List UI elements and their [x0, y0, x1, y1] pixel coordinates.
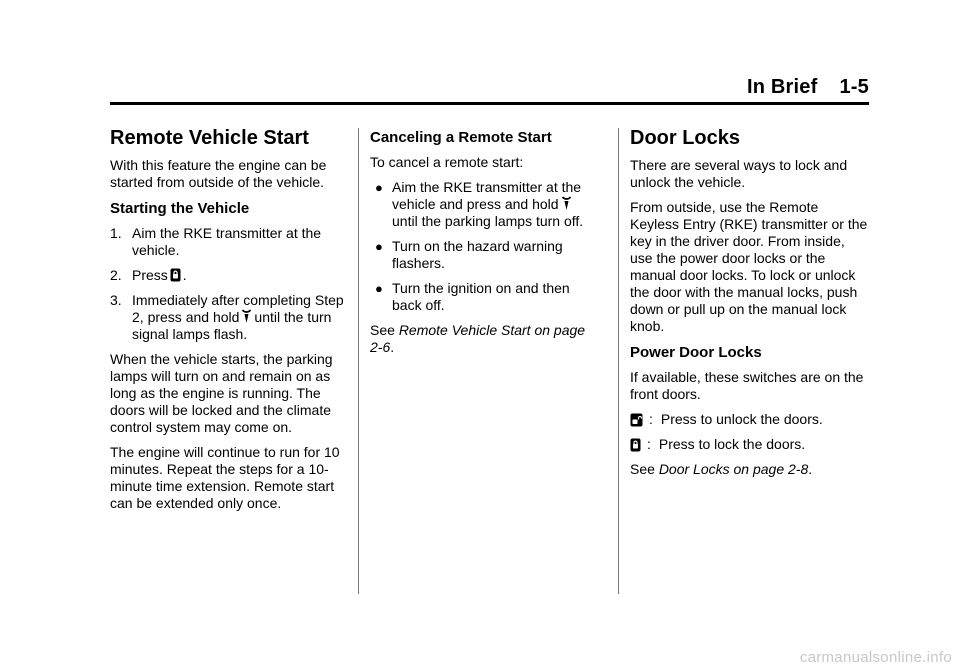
list-item: ● Turn the ignition on and then back off.	[375, 280, 570, 313]
watermark: carmanualsonline.info	[799, 649, 952, 666]
header-rule	[110, 102, 869, 105]
unlock-icon	[630, 413, 643, 427]
column-door-locks	[630, 126, 870, 486]
bullet: ●	[375, 281, 383, 296]
bullet: ●	[375, 180, 383, 195]
unlock-row: : Press to unlock the doors.	[630, 411, 870, 428]
list-item: ● Aim the RKE transmitter at the vehicle and press and holduntil the parking lamps turn off.	[375, 179, 584, 229]
section-title: In Brief	[746, 76, 818, 98]
steps-list	[110, 225, 346, 343]
list-item: ● Turn on the hazard warning flashers.	[375, 238, 563, 271]
subsection-heading: Power Door Locks	[630, 344, 762, 361]
paragraph: From outside, use the Remote Keyless Entry (RKE) transmitter or the key in the driver door. From inside, use the power door locks or the manual door locks. To lock or unlock the door with the manual locks, push down or pull up on the manual lock knob.	[630, 199, 868, 334]
column-divider	[618, 128, 619, 594]
list-item: 2. Press .	[110, 267, 187, 283]
column-canceling-remote-start	[370, 128, 596, 364]
section-heading: Canceling a Remote Start	[370, 129, 552, 146]
bullet-list	[370, 179, 596, 314]
cross-reference: See Door Locks on page 2-8.	[630, 461, 813, 477]
page-number: 1-5	[839, 76, 869, 98]
column-divider	[358, 128, 359, 594]
intro-paragraph: With this feature the engine can be started from outside of the vehicle.	[110, 157, 327, 190]
paragraph: When the vehicle starts, the parking lamps will turn on and remain on as long as the engine is running. The doors will be locked and the climate control system may come on.	[110, 351, 333, 435]
remote-start-icon	[561, 196, 572, 211]
intro-paragraph: To cancel a remote start:	[370, 154, 524, 170]
lock-icon	[170, 268, 181, 282]
lock-row: : Press to lock the doors.	[630, 436, 870, 453]
list-item: 1. Aim the RKE transmitter at the vehicle.	[110, 225, 322, 258]
section-heading: Door Locks	[630, 127, 741, 149]
column-remote-vehicle-start	[110, 126, 346, 520]
cross-reference: See Remote Vehicle Start on page 2-6.	[370, 322, 586, 355]
reference-link[interactable]: Remote Vehicle Start on page 2-6	[370, 322, 586, 355]
section-heading: Remote Vehicle Start	[110, 127, 309, 149]
list-item: 3. Immediately after completing Step 2, press and hold until the turn signal lamps flash.	[110, 292, 344, 342]
paragraph: There are several ways to lock and unlock the vehicle.	[630, 157, 848, 190]
paragraph: If available, these switches are on the front doors.	[630, 369, 864, 402]
lock-icon	[630, 438, 641, 452]
paragraph: The engine will continue to run for 10 minutes. Repeat the steps for a 10-minute time extension. Remote start can be extended only once.	[110, 444, 340, 511]
subsection-heading: Starting the Vehicle	[110, 200, 250, 217]
remote-start-icon	[241, 309, 252, 324]
reference-link[interactable]: Door Locks on page 2-8	[658, 461, 809, 477]
bullet: ●	[375, 239, 383, 254]
page-header	[747, 76, 869, 99]
